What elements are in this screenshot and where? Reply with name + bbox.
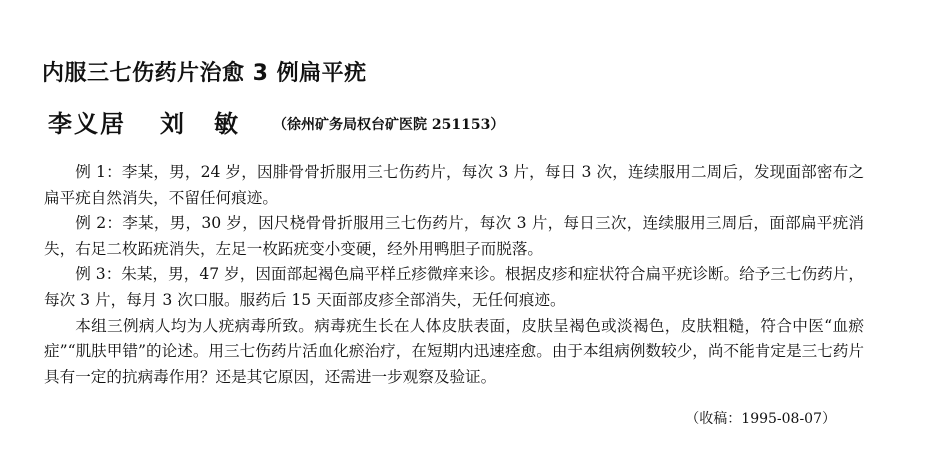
case-paragraph: 例 3：朱某，男，47 岁，因面部起褐色扁平样丘疹微痒来诊。根据皮疹和症状符合扁平疣诊断。给予三七伤药片，每次 3 片，每月 3 次口服。服药后 15 天面部皮疹全部消失，无任何痕迹。: [44, 265, 864, 309]
article-body: [44, 160, 864, 390]
received-date: （收稿：1995-08-07）: [685, 411, 836, 427]
case-paragraph: 例 1：李某，男，24 岁，因腓骨骨折服用三七伤药片，每次 3 片，每日 3 次，连续服用二周后，发现面部密布之扁平疣自然消失，不留任何痕迹。: [44, 163, 864, 207]
discussion-paragraph: 本组三例病人均为人疣病毒所致。病毒疣生长在人体皮肤表面，皮肤呈褐色或淡褐色，皮肤粗糙，符合中医“血瘀症”“肌肤甲错”的论述。用三七伤药片活血化瘀治疗，在短期内迅速痊愈。由于本组病例数较少，尚不能肯定是三七药片具有一定的抗病毒作用？还是其它原因，还需进一步观察及验证。: [44, 316, 864, 386]
author-name: 刘敏: [160, 109, 268, 138]
author-name: 李义居: [48, 109, 126, 138]
author-affiliation: （徐州矿务局权台矿医院 251153）: [273, 117, 505, 133]
article-title: 内服三七伤药片治愈 3 例扁平疣: [42, 61, 367, 86]
case-paragraph: 例 2：李某，男，30 岁，因尺桡骨骨折服用三七伤药片，每次 3 片，每日三次，连续服用三周后，面部扁平疣消失，右足二枚跖疣消失，左足一枚跖疣变小变硬，经外用鸭胆子而脱落。: [44, 214, 864, 258]
